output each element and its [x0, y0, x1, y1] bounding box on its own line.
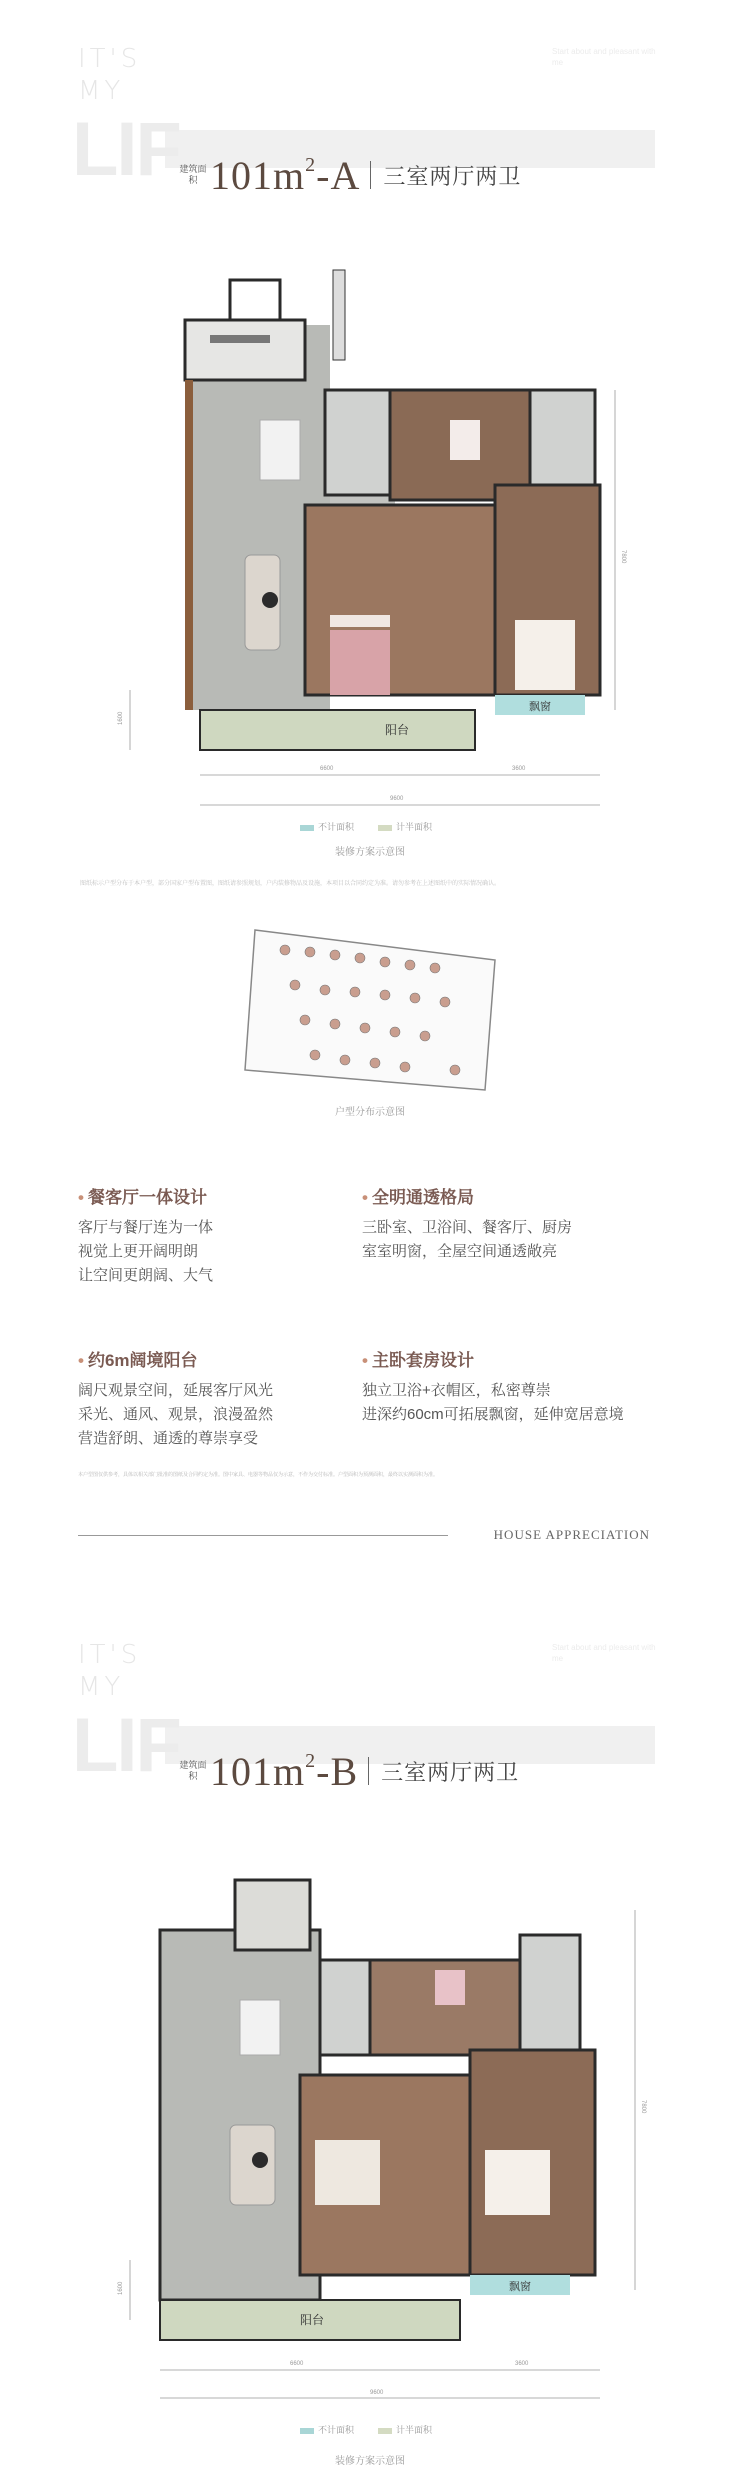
feature-1-line-3: 让空间更朗阔、大气 — [78, 1267, 214, 1284]
title-separator — [370, 161, 371, 189]
room-bay-window-b: 飘窗 — [509, 2281, 531, 2293]
layout-type: 三室两厅两卫 — [383, 163, 522, 189]
legend-half-b: 计半面积 — [378, 2423, 432, 2436]
legend-exempt-b: 不计面积 — [300, 2423, 354, 2436]
room-balcony: 阳台 — [385, 723, 410, 737]
area-value-b: $101m^2-B$ — [210, 1748, 359, 1794]
site-map — [235, 920, 515, 1100]
feature-2-title: 全明通透格局 — [371, 1188, 474, 1207]
dim-bottom-right-b: 3600 — [515, 2361, 529, 2367]
disclaimer: 本户型图仅供参考，具体以相关部门批准的图纸及合同约定为准。图中家具、电器等物品仅为示意，不作为交付标准。户型面积为预测面积，最终以实测面积为准。 — [78, 1472, 439, 1478]
dim-right: 7800 — [620, 550, 626, 564]
feature-3-line-1: 阔尺观景空间，延展客厅风光 — [78, 1382, 274, 1399]
feature-1: • 餐客厅一体设计 客厅与餐厅连为一体 视觉上更开阔明朗 让空间更朗阔、大气 — [78, 1183, 348, 1288]
sofa-b — [230, 2125, 275, 2205]
room-balcony-b: 阳台 — [300, 2313, 325, 2327]
feature-1-title: 餐客厅一体设计 — [87, 1188, 207, 1207]
feature-3-title: 约6m阔境阳台 — [87, 1351, 198, 1370]
ghost-text-b: Start about and pleasant with me — [552, 1643, 656, 1663]
feature-2-line-1: 三卧室、卫浴间、餐客厅、厨房 — [362, 1219, 573, 1236]
area-label: 建筑面积 — [179, 164, 207, 185]
feature-1-line-1: 客厅与餐厅连为一体 — [78, 1219, 214, 1236]
legend-half: 计半面积 — [378, 820, 432, 833]
kitchen-b — [235, 1880, 310, 1950]
site-caption: 户型分布示意图 — [335, 1107, 405, 1118]
area-label-b: 建筑面积 — [179, 1760, 207, 1781]
dim-left-b: 1600 — [118, 2281, 124, 2295]
brand-its-b: IT'S — [78, 1640, 142, 1670]
balcony — [200, 710, 475, 750]
plan-b-title — [176, 1748, 519, 1794]
dim-bottom-left-b: 6600 — [290, 2361, 304, 2367]
plan-a-title — [176, 152, 521, 198]
brand-lif-b: LIF — [72, 1703, 180, 1788]
bathroom-1-b — [320, 1960, 370, 2055]
house-appreciation: HOUSE APPRECIATION — [493, 1527, 650, 1542]
title-separator-b — [368, 1757, 369, 1785]
dim-bottom-right: 3600 — [512, 766, 526, 772]
feature-4-line-2: 进深约60cm可拓展飘窗，延伸宽居意境 — [362, 1406, 624, 1423]
dim-bottom-total-b: 9600 — [370, 2390, 384, 2396]
plan-a-notice: 图纸标示户型分布于本户型，部分国家户型布置图，图纸请参照规划，户内装修物品及设施，本项目以合同约定为准。请勿参考在上述图纸中的实际情况确认。 — [80, 881, 501, 887]
legend-b — [300, 2423, 432, 2436]
room-bay-window: 飘窗 — [529, 701, 551, 713]
legend-a — [300, 820, 432, 833]
feature-2-line-2: 室室明窗，全屋空间通透敞亮 — [362, 1243, 558, 1260]
brand-lif: LIF — [72, 107, 180, 192]
feature-3-line-3: 营造舒朗、通透的尊崇享受 — [78, 1430, 259, 1447]
feature-4-title: 主卧套房设计 — [371, 1351, 474, 1370]
bathroom-2 — [530, 390, 595, 485]
layout-type-b: 三室两厅两卫 — [381, 1759, 520, 1785]
ghost-text: Start about and pleasant with me — [552, 47, 656, 67]
feature-3: • 约6m阔境阳台 阔尺观景空间，延展客厅风光 采光、通风、观景，浪漫盈然 营造舒朗、通透的尊崇享受 — [78, 1346, 348, 1451]
brand-my-b: MY — [78, 1672, 125, 1702]
feature-1-line-2: 视觉上更开阔明朗 — [78, 1243, 199, 1260]
bathroom-2-b — [520, 1935, 580, 2050]
bathroom-1 — [325, 390, 390, 495]
dim-bottom-left: 6600 — [320, 766, 334, 772]
feature-4-line-1: 独立卫浴+衣帽区，私密尊崇 — [362, 1382, 551, 1399]
area-value: $101m^2-A$ — [210, 152, 361, 198]
plan-a-caption: 装修方案示意图 — [335, 847, 405, 858]
plan-b-caption: 装修方案示意图 — [335, 2456, 405, 2467]
living-dining-area-b — [160, 1930, 320, 2300]
feature-2: • 全明通透格局 三卧室、卫浴间、餐客厅、厨房 室室明窗，全屋空间通透敞亮 — [362, 1183, 662, 1264]
dim-bottom-total: 9600 — [390, 796, 404, 802]
floor-plan-a — [100, 270, 640, 830]
dim-left: 1600 — [118, 711, 124, 725]
feature-3-line-2: 采光、通风、观景，浪漫盈然 — [78, 1406, 274, 1423]
kitchen — [185, 320, 305, 380]
feature-4: • 主卧套房设计 独立卫浴+衣帽区，私密尊崇 进深约60cm可拓展飘窗，延伸宽居意境 — [362, 1346, 672, 1427]
brand-its: IT'S — [78, 44, 142, 74]
floor-plan-b — [100, 1850, 646, 2450]
brand-my: MY — [78, 76, 125, 106]
dim-right-b: 7800 — [640, 2100, 646, 2114]
dining-table-b — [240, 2000, 280, 2055]
divider-line — [78, 1535, 448, 1536]
dining-table — [260, 420, 300, 480]
legend-exempt: 不计面积 — [300, 820, 354, 833]
